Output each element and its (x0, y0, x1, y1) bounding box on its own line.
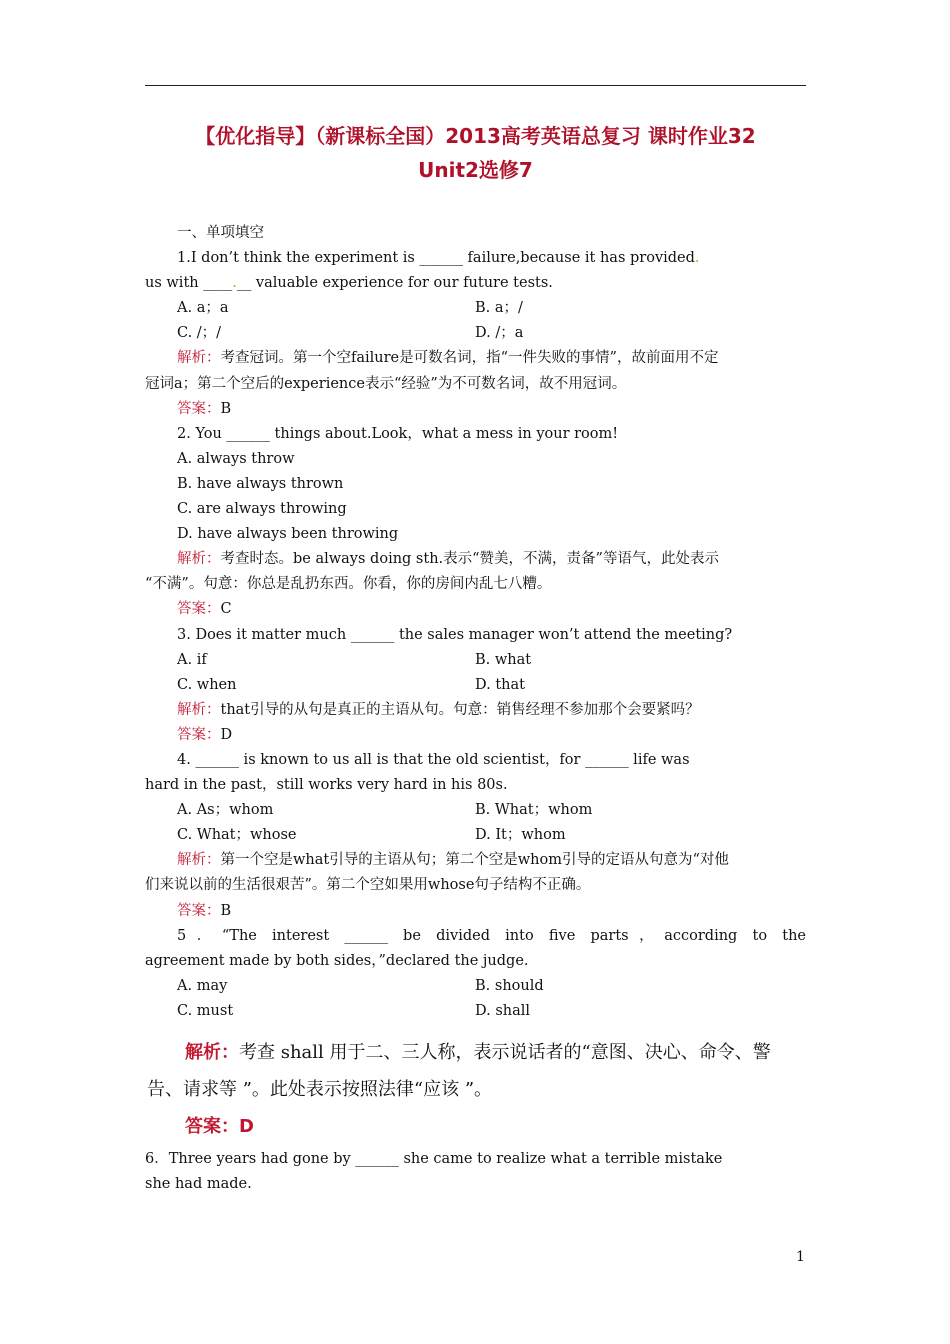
question-1-stem: 1.I don’t think the experiment is ______ failure,because it has provided. (177, 250, 700, 267)
answer-label: 答案： (177, 726, 221, 743)
option-d: D. shall (475, 1002, 531, 1019)
question-2-analysis-cont: “不满”。句意：你总是乱扔东西。你看，你的房间内乱七八糟。 (145, 576, 552, 593)
option-a: A. if (177, 651, 207, 668)
question-1-analysis: 解析：考查冠词。第一个空failure是可数名词，指“一件失败的事情”，故前面用不定 (177, 350, 719, 367)
question-6-stem-cont: she had made. (145, 1176, 252, 1193)
question-4-stem: 4. ______ is known to us all is that the old scientist，for ______ life was (177, 751, 690, 768)
question-1-analysis-cont: 冠词a；第二个空后的experience表示“经验”为不可数名词，故不用冠词。 (145, 375, 627, 392)
analysis-label: 解析： (177, 852, 221, 869)
question-5-stem: 5．“The interest ______ be divided into five parts，according to the (177, 927, 806, 944)
question-3-stem: 3. Does it matter much ______ the sales manager won’t attend the meeting? (177, 626, 733, 643)
option-c: C. are always throwing (177, 501, 347, 518)
option-a: A. a；a (177, 300, 229, 317)
mark-dot: . (232, 275, 237, 292)
option-b: B. what (475, 651, 532, 668)
option-a: A. may (177, 977, 228, 994)
option-d: D. that (475, 676, 525, 693)
option-b: B. have always thrown (177, 475, 344, 492)
option-c: C. when (177, 676, 237, 693)
analysis-label: 解析： (177, 350, 221, 367)
question-3-analysis: 解析：that引导的从句是真正的主语从句。句意：销售经理不参加那个会要紧吗？ (177, 701, 700, 718)
document-subtitle: Unit2选修7 (418, 158, 533, 182)
document-title: 【优化指导】（新课标全国）2013高考英语总复习 课时作业32 (195, 124, 756, 148)
section-heading: 一、单项填空 (177, 225, 264, 241)
question-4-stem-cont: hard in the past，still works very hard in his 80s. (145, 777, 508, 794)
question-5-options-row (145, 974, 806, 999)
mark-dot: . (694, 250, 700, 267)
option-a: A. always throw (177, 450, 295, 467)
question-5-analysis: 解析：考查 shall 用于二、三人称，表示说话者的“意图、决心、命令、警 (185, 1042, 771, 1063)
answer-label: 答案： (177, 902, 221, 919)
question-5-answer: 答案：D (185, 1116, 254, 1137)
question-4-analysis-cont: 们来说以前的生活很艰苦”。第二个空如果用whose句子结构不正确。 (145, 877, 591, 894)
question-4-answer: 答案：B (177, 902, 232, 919)
question-4-options-row (145, 798, 806, 823)
answer-label: 答案： (177, 601, 221, 618)
option-a: A. As；whom (177, 802, 274, 819)
option-d: D. /；a (475, 325, 524, 342)
question-1-answer: 答案：B (177, 400, 232, 417)
question-1-options-row (145, 321, 806, 346)
analysis-label: 解析： (177, 701, 221, 718)
question-6 (145, 1147, 806, 1197)
option-b: B. What；whom (475, 802, 593, 819)
question-5-options-row (145, 999, 806, 1024)
question-1-stem-cont: us with ____.__ valuable experience for our future tests. (145, 275, 553, 292)
question-3-options-row (145, 648, 806, 673)
question-4-analysis: 解析：第一个空是what引导的主语从句；第二个空是whom引导的定语从句意为“对他 (177, 852, 729, 869)
question-5-analysis-block (145, 1034, 806, 1145)
document-body (145, 221, 806, 1197)
question-6-stem: 6．Three years had gone by ______ she came to realize what a terrible mistake (145, 1151, 723, 1167)
question-2-stem: 2. You ______ things about.Look，what a mess in your room! (177, 425, 619, 442)
option-c: C. /；/ (177, 325, 222, 342)
question-5-stem-cont: agreement made by both sides，”declared the judge. (145, 952, 529, 969)
option-c: C. must (177, 1002, 234, 1019)
question-2-analysis: 解析：考查时态。be always doing sth.表示“赞美，不满，责备”等语气，此处表示 (177, 551, 719, 568)
page-number: 1 (796, 1249, 805, 1265)
option-b: B. should (475, 977, 544, 994)
analysis-label: 解析： (185, 1042, 239, 1063)
answer-label: 答案： (177, 400, 221, 417)
option-c: C. What；whose (177, 827, 297, 844)
option-d: D. It；whom (475, 827, 566, 844)
option-b: B. a；/ (475, 300, 523, 317)
question-4-options-row (145, 823, 806, 848)
question-1-options-row (145, 296, 806, 321)
answer-label: 答案： (185, 1116, 239, 1137)
option-d: D. have always been throwing (177, 526, 399, 543)
analysis-label: 解析： (177, 551, 221, 568)
question-2-answer: 答案：C (177, 601, 232, 618)
header-rule (145, 85, 806, 86)
question-3-options-row (145, 673, 806, 698)
question-3-answer: 答案：D (177, 726, 233, 743)
question-5-analysis-cont: 告、请求等 ”。此处表示按照法律“应该 ”。 (147, 1079, 493, 1100)
